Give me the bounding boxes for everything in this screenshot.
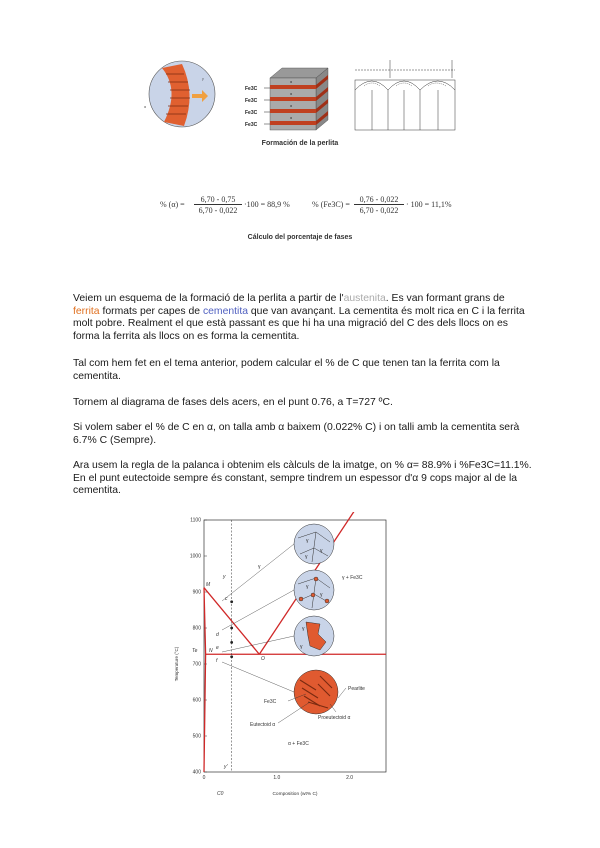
svg-text:α: α [290,116,293,120]
formula-fe3c-lhs: % (Fe3C) = [312,200,350,209]
formula-alpha [160,195,300,217]
x-tick-label: 1.0 [273,775,281,781]
path-point [230,627,233,630]
te-label: Te [192,648,198,654]
path-point [230,641,233,644]
pearlite-label: Pearlite [348,686,365,692]
layer-label: Fe3C [245,110,258,116]
y-tick-label: 800 [192,625,201,632]
svg-text:γ: γ [306,538,309,544]
gamma-fe3c-label: γ + Fe3C [342,575,363,581]
y-tick-label: 600 [192,697,201,704]
ferrita-term: ferrita [73,305,100,317]
c0-label: C0 [217,791,224,797]
d-label: d [216,632,219,638]
formula-alpha-den: 6,70 - 0,022 [198,206,238,215]
formula-fe3c-den: 6,70 - 0,022 [359,206,399,215]
svg-text:γ: γ [320,548,323,554]
figure1-caption: Formación de la perlita [261,140,339,147]
cementita-term: cementita [202,305,249,317]
formula-alpha-num: 6,70 - 0,75 [194,195,242,205]
diffusion-sketch [355,60,455,130]
eutectoid-label: Eutectoid α [250,722,276,728]
y-tick-label: 400 [192,769,201,776]
phase-diagram [170,512,400,802]
y-tick-label: 1100 [190,517,201,524]
svg-text:γ: γ [300,644,303,650]
alpha-label: α [144,105,147,109]
svg-text:α: α [290,104,293,108]
layer-label: Fe3C [245,86,258,92]
pearlite-formation-figure [140,50,470,135]
svg-text:α: α [290,80,293,84]
point-m-label: M [206,582,211,588]
svg-text:γ: γ [302,626,305,632]
paragraph-lever-rule: Ara usem la regla de la palanca i obtenim els càlculs de la imatge, on % α= 88.9% i %Fe3C=11.1%. En el punt eutectoide sempre és constant, sempre tindrem un espessor d'α 9 cops major al de la cementita. [73,460,532,497]
y-label: y [223,574,226,580]
f-label: f [216,658,218,664]
formula-fe3c [312,195,462,217]
y-axis-label: Temperature (°C) [174,646,179,682]
pearlite-formation-svg [140,50,470,135]
x-ticks [203,775,354,781]
layer-label: Fe3C [245,98,258,104]
paragraph-carbon-calc: Tal com hem fet en el tema anterior, podem calcular el % de C que tenen tan la ferrita com la cementita. [73,358,500,382]
paragraph-eutectoid-point: Tornem al diagrama de fases dels acers, en el punt 0.76, a T=727 ºC. [73,397,393,408]
alpha-fe3c-label: α + Fe3C [288,741,309,747]
y-prime-label: y' [224,764,228,770]
plot-frame [204,520,386,772]
paragraph-pearlite-formation: Veiem un esquema de la formació de la perlita a partir de l'austenita. Es van formant grans de ferrita formats per capes de cementita que van avançant. La cementita és molt rica en C i la ferrita molt pobre. Realment el que està passant es que hi ha una migració del C des dels llocs on es forma la ferrita als llocs on es forma la cementita. [73,293,525,342]
micro-alpha-growth [294,616,334,656]
micro-pearlite [294,670,338,714]
paragraph-alpha-carbon: Si volem saber el % de C en α, on talla amb α baixem (0.022% C) i on talli amb la cementita serà 6.7% C (Sempre). [73,422,520,446]
formula-alpha-lhs: % (α) = [160,200,185,209]
point-o-label: O [261,656,265,662]
y-tick-label: 1000 [189,553,201,560]
formula-fe3c-rhs: · 100 = 11,1% [406,200,452,209]
x-tick-label: 2.0 [346,775,354,781]
svg-text:γ: γ [306,584,309,590]
figure2-caption: Cálculo del porcentaje de fases [247,234,353,241]
point-n-label: N [209,648,213,654]
x-axis-label: Composition (wt% C) [272,792,318,797]
gamma-label: γ [202,77,204,81]
y-tick-label: 500 [192,733,201,740]
austenita-term: austenita [343,293,386,304]
y-tick-label: 700 [192,661,201,668]
formula-alpha-rhs: ·100 = 88,9 % [244,200,290,209]
fe3c-label: Fe3C [264,699,277,705]
svg-text:γ: γ [320,592,323,598]
path-point [230,600,233,603]
layer-label: Fe3C [245,122,258,128]
y-tick-label: 900 [192,589,201,596]
formula-fe3c-num: 0,76 - 0,022 [354,195,404,205]
phase-diagram-svg [170,512,400,802]
path-point [230,655,233,658]
svg-text:α: α [290,92,293,96]
e-label: e [216,645,219,651]
c-label: c [225,596,228,602]
gamma-region-label: γ [258,564,261,570]
micro-gamma [294,524,334,564]
svg-text:γ: γ [305,554,308,560]
layered-block [245,68,328,130]
micro-gamma-proeutectoid [294,570,334,610]
proeutectoid-label: Proeutectoid α [318,715,351,721]
x-tick-label: 0 [202,775,206,781]
